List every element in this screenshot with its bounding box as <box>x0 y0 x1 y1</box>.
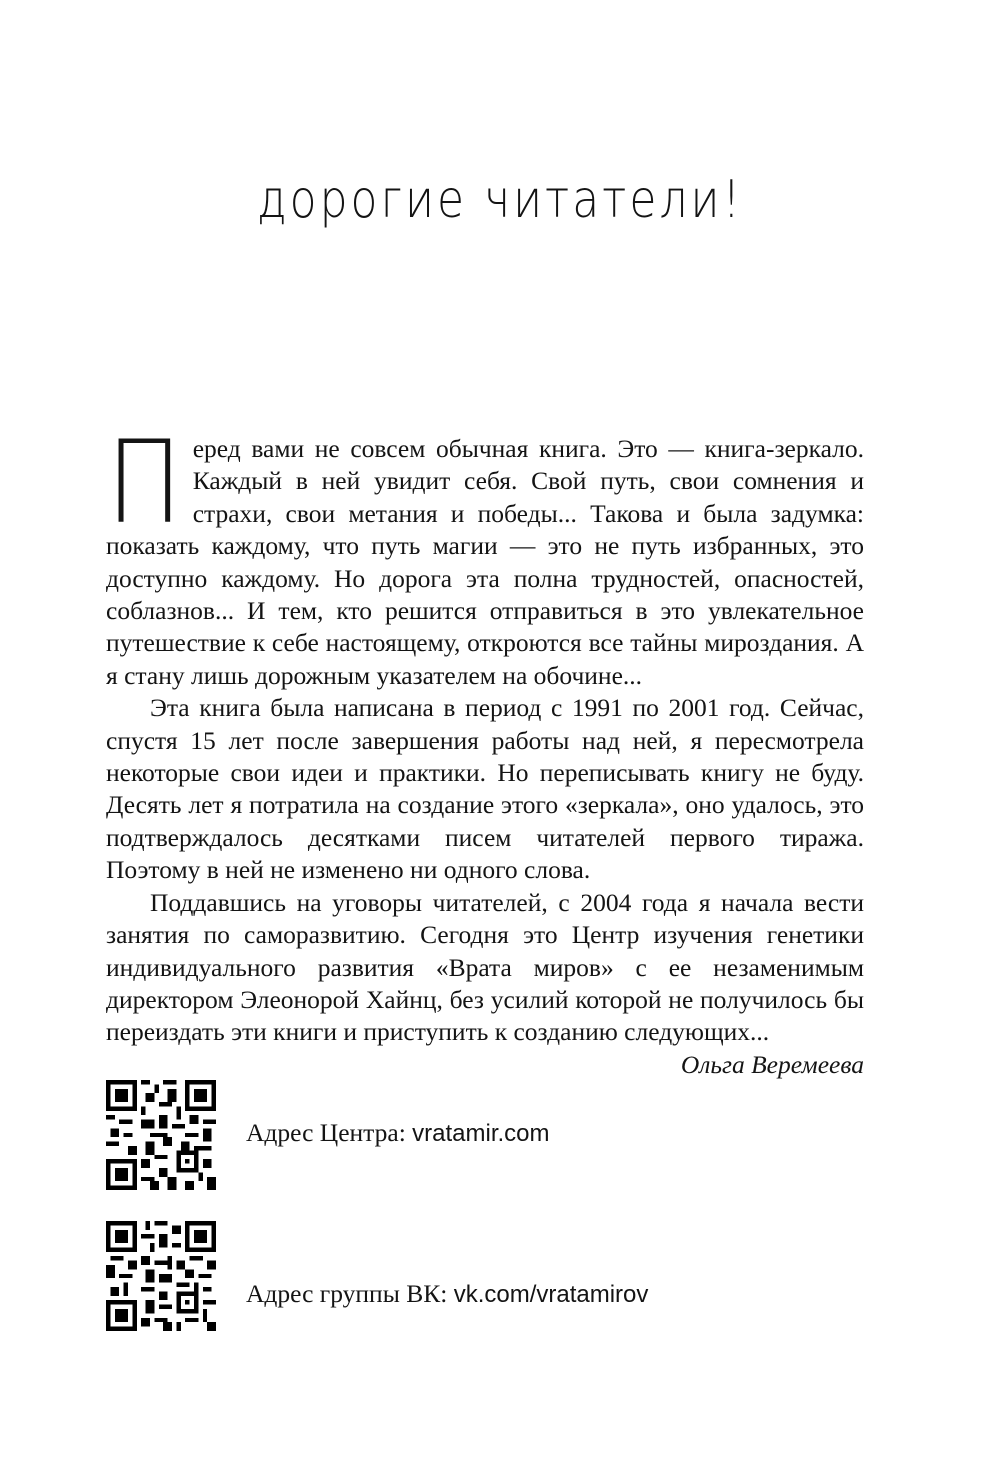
center-address-block <box>106 1080 550 1190</box>
qr-code-icon <box>106 1221 216 1331</box>
page-title: дорогие читатели! <box>256 170 744 231</box>
letter-body <box>106 416 864 1081</box>
center-address <box>246 1118 550 1148</box>
vk-group-link[interactable]: vk.com/vratamirov <box>453 1281 649 1308</box>
author-signature: Ольга Веремеева <box>680 1049 864 1079</box>
center-address-label: Адрес Центра: <box>246 1118 413 1147</box>
paragraph-center: Поддавшись на уговоры читателей, с 2004 года я начала вести занятия по саморазвитию. Сегодня это Центр изучения генетики индивидуального развития «Врата миров» с ее незаменимым директором Элеонорой Хайнц, без усилий которой не получилось бы переиздать эти книги и приступить к созданию следующих... <box>106 887 864 1047</box>
paragraph-history: Эта книга была написана в период с 1991 по 2001 год. Сейчас, спустя 15 лет после завершения работы над ней, я пересмотрела некоторые свои идеи и практики. Но переписывать книгу не буду. Десять лет я потратила на создание этого «зеркала», оно удалось, это подтверждалось десятками писем читателей первого тиража. Поэтому в ней не изменено ни одного слова. <box>106 693 864 885</box>
center-site-link[interactable]: vratamir.com <box>412 1120 550 1147</box>
drop-cap: П <box>106 416 183 550</box>
vk-address <box>246 1279 648 1309</box>
vk-address-label: Адрес группы ВК: <box>246 1279 454 1308</box>
qr-code-icon <box>106 1080 216 1190</box>
intro-text: еред вами не совсем обычная книга. Это — книга-зеркало. Каждый в ней увидит себя. Свой путь, свои сомнения и страхи, свои метания и победы... Такова и была задумка: показать каждому, что путь магии — это не путь избранных, это доступно каждому. Но дорога эта полна трудностей, опасностей, соблазнов... И тем, кто решится отправиться в это увлекательное путешествие к себе настоящему, откроются все тайны мироздания. А я стану лишь дорожным указателем на обочине... <box>106 434 864 690</box>
intro-paragraph <box>106 416 864 692</box>
vk-address-block <box>106 1221 649 1331</box>
